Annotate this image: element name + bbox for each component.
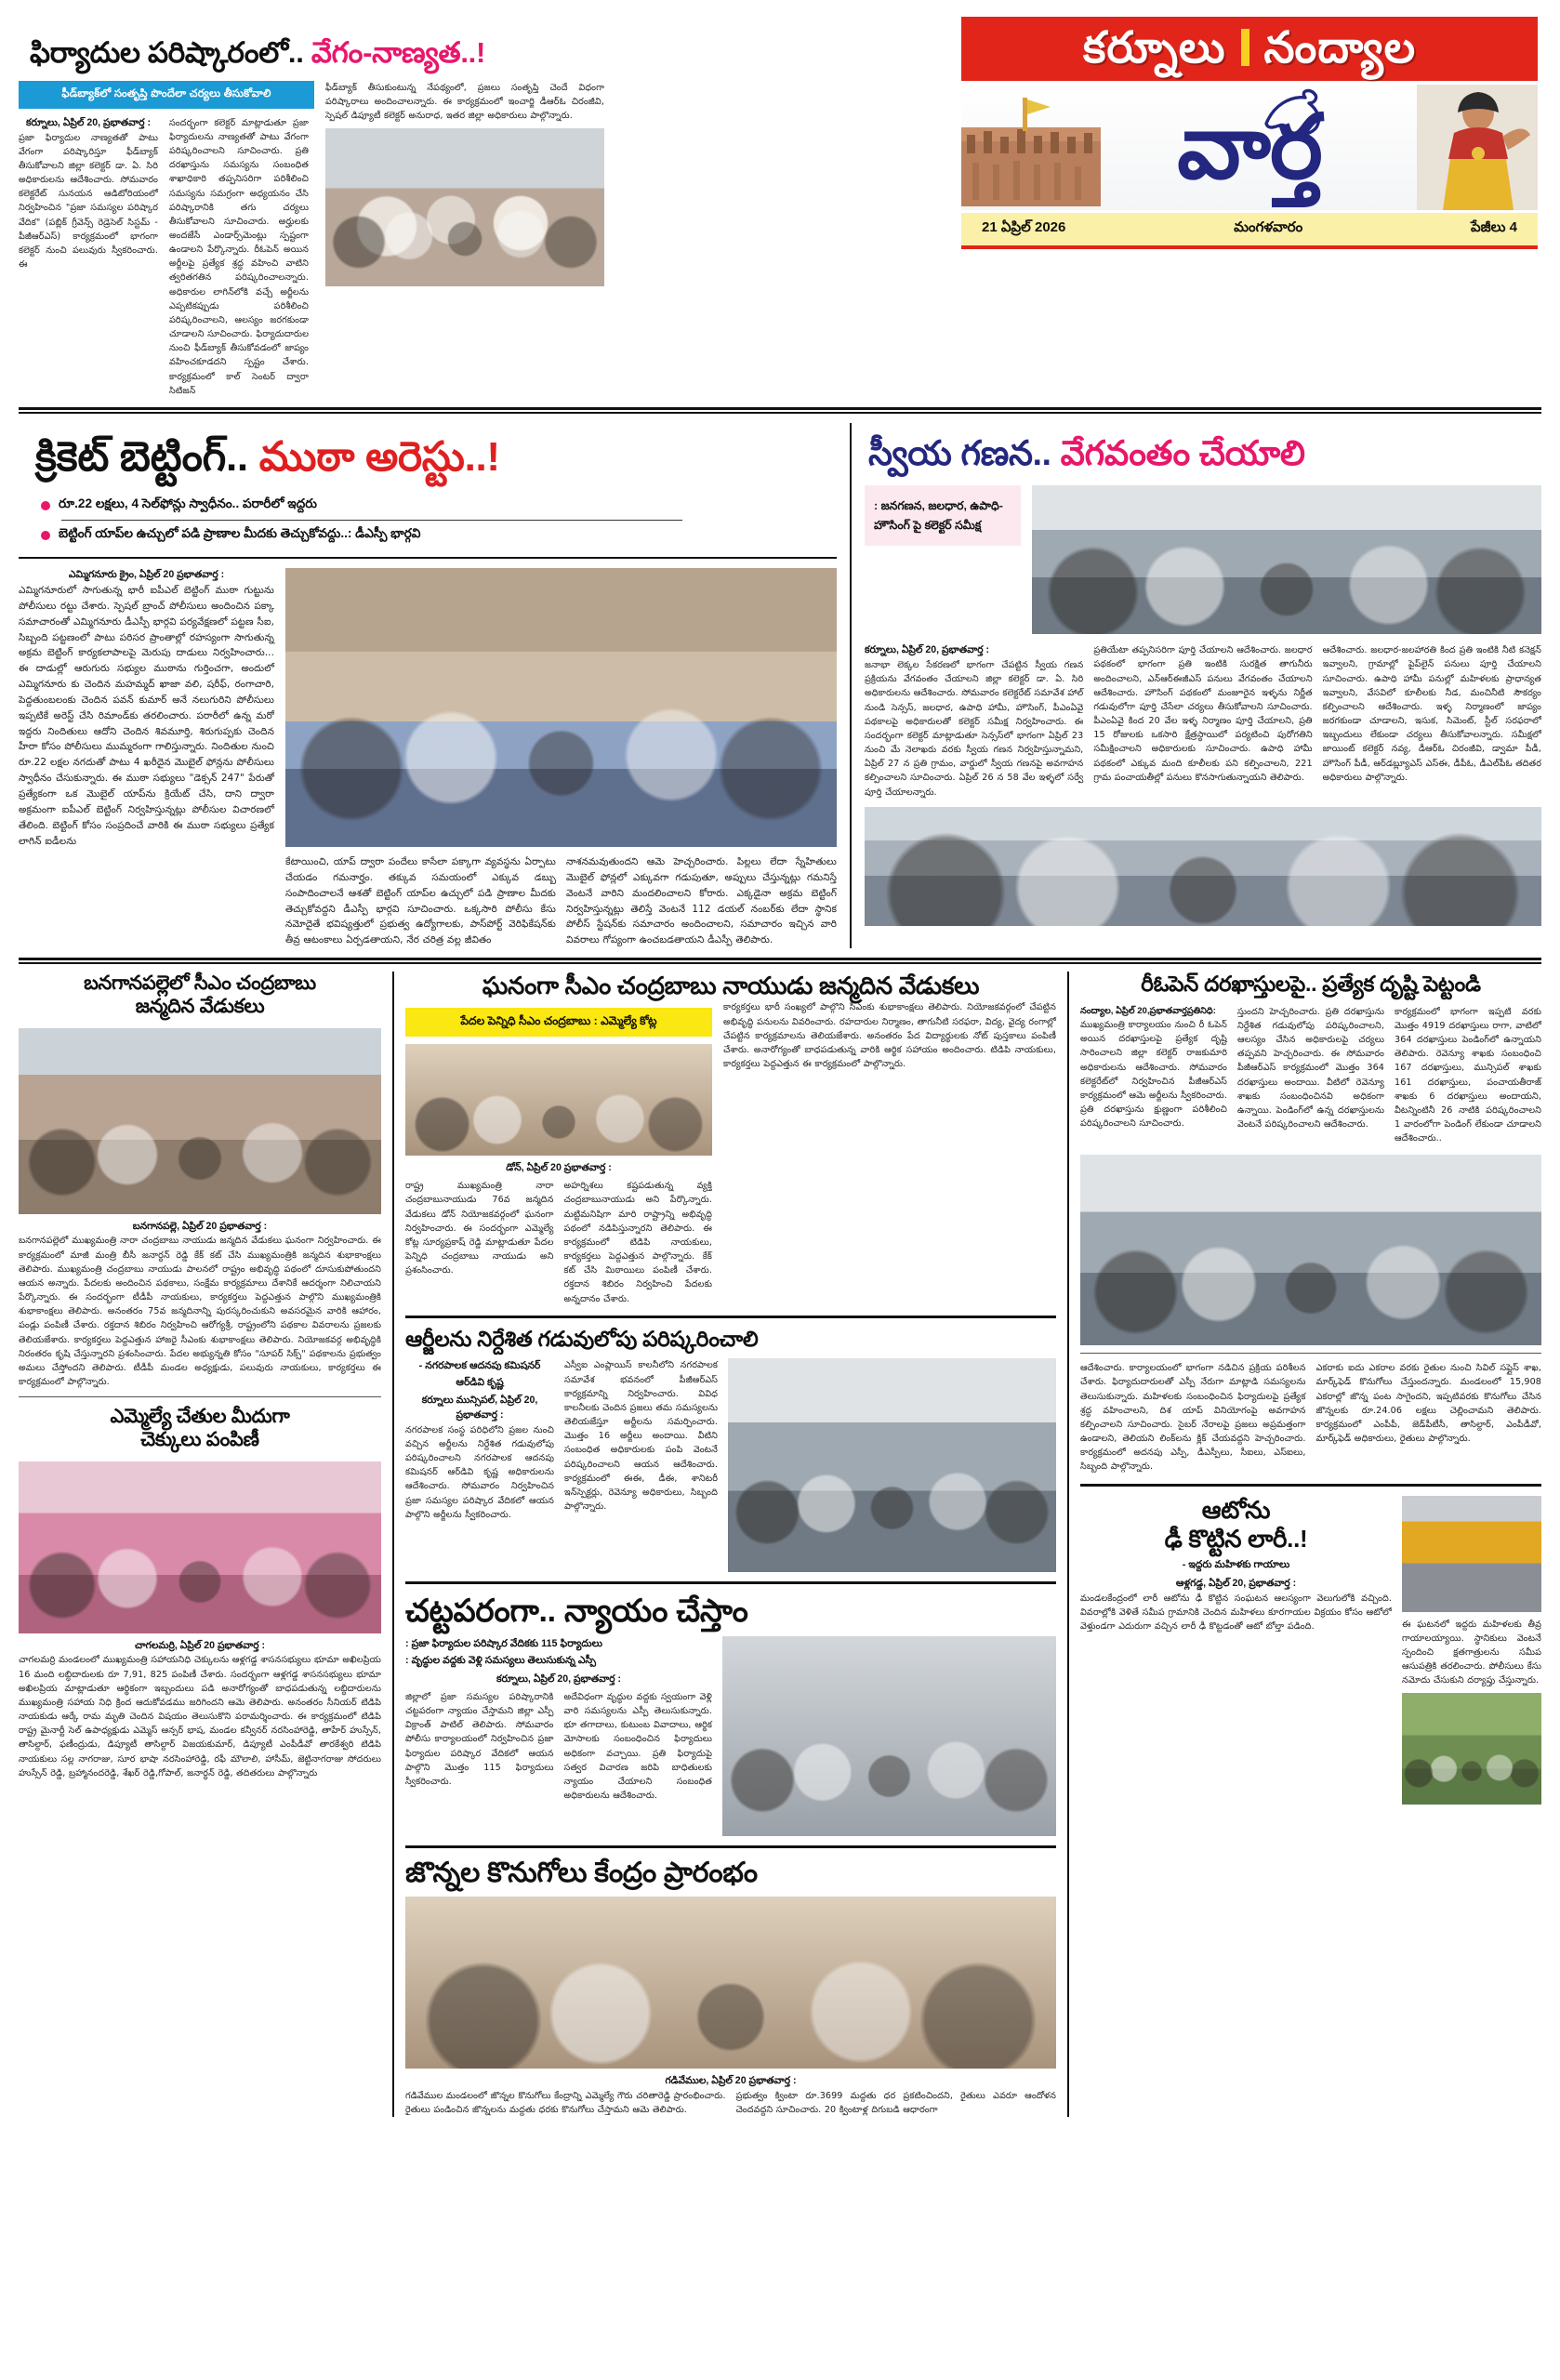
right-divider-1 xyxy=(1080,1353,1541,1354)
jonnalu-body-1: గడివేముల మండలంలో జొన్నల కొనుగోలు కేంద్రాన్ని ఎమ్మెల్యే గౌరు చరితారెడ్డి ప్రారంభించారు. రైతులు పండించిన జొన్నలను మద్దతు ధరకు కొనుగోలు చేస్తామని ఆమె తెలిపారు. xyxy=(405,2090,726,2116)
lower-grid xyxy=(19,972,1541,2117)
lorry-body-2: ఈ ఘటనలో ఇద్దరు మహిళలకు తీవ్ర గాయాలయ్యాయి. స్థానికులు వెంటనే స్పందించి క్షతగాత్రులను సమీప ఆసుపత్రికి తరలించారు. పోలీసులు కేసు నమోదు చేసుకుని దర్యాప్తు చేస్తున్నారు. xyxy=(1402,1619,1541,1686)
issue-date: 21 ఏప్రిల్ 2026 xyxy=(982,219,1066,235)
lead-headline-plain: ఫిర్యాదుల పరిష్కారంలో.. xyxy=(30,36,304,69)
municipal-body-1: నగరపాలక సంస్థ పరిధిలోని ప్రజల నుంచి వచ్చిన అర్జీలను నిర్దేశిత గడువులోపు పరిష్కరించాలని నగరపాలక ఆదనపు కమిషనర్ ఆర్‌డివి కృష్ణ అధికారులను ఆదేశించారు. సోమవారం నిర్వహించిన ప్రజా సమస్యల పరిష్కార వేదికలో ఆయన పాల్గొని అర్జీలను స్వీకరించారు. xyxy=(405,1424,554,1520)
justice-body-3: ఆదేశించారు. కార్యాలయంలో భాగంగా నడిచిన ప్రక్రియ పరిశీలన చేశారు. ఫిర్యాదుదారులతో ఎస్పీ నేరుగా మాట్లాడి సమస్యలను తెలుసుకున్నారు. మహిళలకు సంబంధించిన ఫిర్యాదులపై ప్రత్యేక శ్రద్ధ వహించాలని, దిశ యాప్ వినియోగంపై అవగాహన కల్పించాలని సూచించారు. సైబర్ నేరాలపై ప్రజలు అప్రమత్తంగా ఉండాలని, తెలియని లింక్‌లను క్లిక్ చేయవద్దని హెచ్చరించారు. కార్యక్రమంలో అదనపు ఎస్పీ, డీఎస్పీలు, సీఐలు, ఎస్‌ఐలు, సిబ్బంది పాల్గొన్నారు. xyxy=(1080,1363,1306,1473)
lorry-headline-line1: ఆటోను xyxy=(1201,1495,1271,1524)
cricket-bullet-2 xyxy=(41,522,837,548)
mla-checks-story xyxy=(19,1405,381,1780)
lorry-headline xyxy=(1080,1496,1392,1554)
census-dateline: కర్నూలు, ఏప్రిల్ 20, ప్రభాతవార్త : xyxy=(865,644,990,656)
banaganapalle-dateline: బనగానపల్లె, ఏప్రిల్ 20 ప్రభాతవార్త : xyxy=(132,1220,268,1232)
cm-birthday-body-3: కార్యకర్తలు భారీ సంఖ్యలో పాల్గొని సీఎంకు శుభాకాంక్షలు తెలిపారు. నియోజకవర్గంలో చేపట్టిన అభివృద్ధి పనులను వివరించారు. రహదారుల నిర్మాణం, తాగునీటి సరఫరా, విద్య, వైద్య రంగాల్లో చేపట్టిన కార్యక్రమాలను తెలియజేశారు. అనంతరం పేద విద్యార్థులకు నోట్ పుస్తకాలు పంపిణీ చేశారు. అనారోగ్యంతో బాధపడుతున్న వారికి ఆర్థిక సహాయం అందించారు. టిడిపి నాయకులు, కార్యకర్తలు పెద్దఎత్తున ఈ కార్యక్రమంలో పాల్గొన్నారు. xyxy=(723,1002,1056,1069)
cricket-betting-story xyxy=(19,423,837,948)
lead-subhead-bar: ఫీడ్‌బ్యాక్‌లో సంతృప్తి పొందేలా చర్యలు తీసుకోవాలి xyxy=(19,81,314,109)
justice-dateline: కర్నూలు, ఏప్రిల్ 20, ప్రభాతవార్త : xyxy=(496,1673,621,1686)
lorry-photo-2 xyxy=(1402,1693,1541,1805)
lorry-photo-1 xyxy=(1402,1496,1541,1612)
cm-birthday-dateline: డోన్, ఏప్రిల్ 20 ప్రభాతవార్త : xyxy=(506,1162,612,1174)
municipal-photo xyxy=(728,1358,1056,1572)
bullet-dot-icon xyxy=(41,531,50,540)
reopen-body-1: ముఖ్యమంత్రి కార్యాలయం నుంచి రీ ఓపెన్ అయిన దరఖాస్తులపై ప్రత్యేక దృష్టి సారించాలని జిల్లా కలెక్టర్ రాజకుమారి అధికారులను ఆదేశించారు. సోమవారం కలెక్టరేట్‌లో నిర్వహించిన పీజీఆర్‌ఎస్ కార్యక్రమంలో ఆమె అర్జీలను స్వీకరించారు. ప్రతి దరఖాస్తును క్షుణ్ణంగా పరిశీలించి పరిష్కరించాలని సూచించారు. xyxy=(1080,1020,1227,1130)
justice-body-2: అదేవిధంగా వృద్ధుల వద్దకు స్వయంగా వెళ్లి వారి సమస్యలను ఎస్పీ తెలుసుకున్నారు. భూ తగాదాలు, కుటుంబ వివాదాలు, ఆర్థిక మోసాలకు సంబంధించిన ఫిర్యాదులు అధికంగా వచ్చాయి. ప్రతి ఫిర్యాదుపై సత్వర విచారణ జరిపి బాధితులకు న్యాయం చేయాలని సంబంధిత అధికారులను ఆదేశించారు. xyxy=(563,1691,712,1801)
justice-headline-accent: న్యాయం చేస్తాం xyxy=(563,1593,748,1630)
cricket-headline-accent: ముఠా అరెస్టు..! xyxy=(258,433,500,480)
reopen-story xyxy=(1080,972,1541,1345)
cricket-col-1 xyxy=(19,568,274,948)
jonnalu-body-3: ఎకరాకు ఐదు ఎకరాల వరకు రైతుల నుంచి సివిల్ సప్లైస్ శాఖ, మార్క్‌ఫెడ్ కొనుగోలు చేస్తుందన్నారు. మండలంలో 15,908 ఎకరాల్లో జొన్న పంట సాగైందని, ఇప్పటివరకు కొనుగోలు చేసిన జొన్నలకు రూ.24.06 లక్షలు చెల్లించామని తెలిపారు. కార్యక్రమంలో ఎంపీపీ, జెడ్‌పీటీసీ, తాసిల్దార్, ఎంపీడీవో, మార్క్‌ఫెడ్ అధికారులు, రైతులు పాల్గొన్నారు. xyxy=(1315,1363,1541,1445)
jonnalu-story xyxy=(405,1858,1056,2117)
cricket-photo xyxy=(285,568,837,847)
right-divider-2 xyxy=(1080,1484,1541,1487)
justice-bullet-1: : ప్రజా ఫిర్యాదుల పరిష్కార వేదికకు 115 ఫిర్యాదులు xyxy=(405,1638,603,1650)
census-kicker-box: : జనగణన, జలధార, ఉపాధి-హౌసింగ్ పై కలెక్టర్ సమీక్ష xyxy=(865,485,1021,546)
mla-checks-body: చాగలమర్రి మండలంలో ముఖ్యమంత్రి సహాయనిధి చెక్కులను ఆళ్లగడ్డ శాసనసభ్యులు భూమా అఖిలప్రియ 16 మంది లబ్ధిదారులకు రూ 7,91, 825 పంపిణీ చేశారు. సందర్భంగా ఆళ్లగడ్డ శాసనసభ్యులు భూమా అఖిలప్రియ మాట్లాడుతూ ఆర్థికంగా ఇబ్బందులు పడి అనారోగ్యంతో బాధపడుతున్న లబ్ధిదారులను ముఖ్యమంత్రి సహాయ నిధి క్రింద ఆదుకోవడము జరిగిందని ఆమె తెలిపారు. అనంతరం సీనియర్ టిడిపి నాయకుడు ఆర్కే రామ మృతి చెందిన విషయం తెలుసుకొని పరామర్శించారు. ఈ కార్యక్రమంలో టిడిపి రాష్ట్ర మైనార్టీ సెల్ ఉపాధ్యక్షుడు ఎమ్మెస్ ఆన్సర్ భాష, మండల కన్వీనర్ నరసింహారెడ్డి, తాహేర్ హుస్సేన్, తాసిల్దార్, ఫణీంద్రుడు, డిప్యూటీ తాసిల్దార్ విజయకుమార్, డిప్యూటీ ఎంపీడీవో తారకేశ్వరి టిడిపి నాయకులు సల్ల నాగరాజు, సూర భాషా నరసింహారెడ్డి, రఫీ మౌలాలి, హాసీమ్, జెట్టినాగరాజు సోదరులు హుస్సేన్ రెడ్డి, బ్రహ్మానందరెడ్డి, శేఖర్ రెడ్డి,గోపాల్, జనార్ధన్ రెడ్డి, తదితరులు పాల్గొన్నారు xyxy=(19,1655,381,1778)
municipal-kicker-1: - నగరపాలక ఆదనపు కమిషనర్ xyxy=(418,1360,541,1372)
lead-body-2: సందర్భంగా కలెక్టర్ మాట్లాడుతూ ప్రజా ఫిర్యాదులను నాణ్యతతో పాటు వేగంగా పరిష్కరించాలని సూచించారు. ప్రతి దరఖాస్తును సమస్యను సంబంధిత శాఖాధికారి తప్పనిసరిగా పరిశీలించి సమస్యను సమగ్రంగా అధ్యయనం చేసి పరిష్కారానికి తగు చర్యలు తీసుకోవాలని సూచించారు. అర్హులకు అందజేసే ఎండార్స్‌మెంట్లు స్పష్టంగా ఉండాలని పేర్కొన్నారు. రీఓపెన్ అయిన అర్జీలపై ప్రత్యేక శ్రద్ధ వహించి వాటిని త్వరితగతిన పరిష్కరించాలన్నారు. అధికారుల లాగిన్‌లోకి వచ్చే అర్జీలను ఎప్పటికప్పుడు పరిశీలించి పరిష్కరించాలని, ఆలస్యం జరగకుండా చూడాలని సూచించారు. ఫిర్యాదుదారుల నుంచి ఫీడ్‌బ్యాక్ తీసుకోవడంలో జాప్యం వహించకూడదని స్పష్టం చేశారు. కార్యక్రమంలో కాల్ సెంటర్ ద్వారా సిటిజన్ xyxy=(169,117,309,396)
left-divider-1 xyxy=(19,1396,381,1397)
cricket-bullet-1 xyxy=(41,493,837,518)
masthead-separator xyxy=(1241,29,1249,66)
mla-checks-headline-line1: ఎమ్మెల్యే చేతుల మీదుగా xyxy=(110,1406,290,1428)
justice-bullet-2: : వృద్ధుల వద్దకు వెళ్లి సమస్యలు తెలుసుకున్న ఎస్పీ xyxy=(405,1654,596,1666)
reopen-body-3: కార్యక్రమంలో భాగంగా ఇప్పటి వరకు మొత్తం 4919 దరఖాస్తులు రాగా, వాటిలో 364 దరఖాస్తులు పెండింగ్‌లో ఉన్నాయని తెలిపారు. రెవెన్యూ శాఖకు సంబంధించి 167 దరఖాస్తులు, మున్సిపల్ శాఖకు 161 దరఖాస్తులు, పంచాయతీరాజ్ శాఖకు 6 దరఖాస్తులు అందాయని, వీటన్నింటినీ 26 నాటికి పరిష్కరించాలని 1 వారంలోగా పెండింగ్ లేకుండా చూడాలని ఆదేశించారు.. xyxy=(1395,1006,1541,1144)
lorry-dateline: ఆళ్లగడ్డ, ఏప్రిల్ 20, ప్రభాతవార్త : xyxy=(1175,1578,1297,1590)
census-col-2 xyxy=(1093,643,1312,799)
cm-birthday-photo xyxy=(405,1044,712,1156)
lead-photo xyxy=(325,128,604,286)
census-headline-plain: స్వీయ గణన.. xyxy=(868,433,1051,472)
fort-illustration xyxy=(961,90,1101,206)
lower-column-left xyxy=(19,972,381,2117)
bullet-dot-icon xyxy=(41,501,50,510)
cricket-body-1: ఎమ్మిగనూరులో సాగుతున్న భారీ ఐపీఎల్ బెట్టింగ్ ముఠా గుట్టును పోలీసులు రట్టు చేశారు. స్పెషల్ బ్రాంచ్ పోలీసులు అందించిన పక్కా సమాచారంతో ఎమ్మిగనూరు డీఎస్పీ భార్గవి పర్యవేక్షణలో పట్టణ సీఐ, సిబ్బంది పట్టణంలో పాటు పరిసర ప్రాంతాల్లో రహస్యంగా సాగుతున్న అక్రమ బెట్టింగ్ కార్యకలాపాలపై మెరుపు దాడులు నిర్వహించారు... ఈ దాడుల్లో ఆరుగురు సభ్యుల ముఠాను గుర్తించగా, అందులో ఎమ్మిగనూరు కు చెందిన మహమ్మద్ ఖాజా వలి, షరీఫ్, రంగాచారి, పెద్దతుంబలంకు చెందిన పవన్ కుమార్ అనే నలుగురిని పోలీసులు ఇప్పటికే అరెస్ట్ చేసి రిమాండ్‌కు తరలించారు. పరారీలో ఉన్న మరో ఇద్దరు నిందితులు ఆదోని చెందిన శివమూర్తి, శిరుగుప్పకు చెందిన హీరా కోసం పోలీసులు ముమ్మరంగా గాలిస్తున్నారు. నిందితుల నుంచి రూ.22 లక్షల నగదుతో పాటు 4 ఖరీదైన మొబైల్ ఫోన్లను పోలీసులు స్వాధీనం చేసుకున్నారు. ఈ ముఠా సభ్యులు "డెక్సన్ 247" పేరుతో ప్రత్యేకంగా ఒక మొబైల్ యాప్‌ను క్రియేట్ చేసి, దాని ద్వారా అక్రమంగా ఐపీఎల్ బెట్టింగ్ నిర్వహిస్తున్నట్లు పోలీసుల విచారణలో తేలింది. బెట్టింగ్ కోసం సంప్రదించే వారికి ఈ ముఠా సభ్యులు ప్రత్యేక లాగిన్ ఐడీలను xyxy=(19,585,274,847)
center-divider-3 xyxy=(405,1845,1056,1848)
lower-vertical-rule-2 xyxy=(1067,972,1069,2117)
municipal-body-2: ఎస్వీఐ ఎంప్లాయిస్ కాలనీలోని నగరపాలక సమావేశ భవనంలో పీజీఆర్‌ఎస్ కార్యక్రమాన్ని నిర్వహించారు. వివిధ కాలనీలకు చెందిన ప్రజలు తమ సమస్యలను తెలియజేస్తూ అర్జీలను సమర్పించారు. మొత్తం 16 అర్జీలు అందాయి. వీటిని సంబంధిత అధికారులకు పంపి వెంటనే పరిష్కరించాలని ఆయన ఆదేశించారు. కార్యక్రమంలో ఈఈ, డీఈ, శానిటరీ ఇన్‌స్పెక్టర్లు, రెవెన్యూ అధికారులు, సిబ్బంది పాల్గొన్నారు. xyxy=(564,1360,718,1512)
cricket-divider xyxy=(19,557,837,559)
bullet-divider xyxy=(61,520,682,521)
banaganapalle-photo xyxy=(19,1028,381,1214)
mla-checks-dateline: చాగలమర్రి, ఏప్రిల్ 20 ప్రభాతవార్త : xyxy=(135,1639,265,1651)
lorry-headline-line2: ఢీ కొట్టిన లారీ..! xyxy=(1164,1524,1308,1553)
masthead-edition-left: కర్నూలు xyxy=(1082,22,1226,72)
cricket-headline-plain: క్రికెట్ బెట్టింగ్.. xyxy=(35,433,248,480)
municipal-kicker-2: ఆర్‌డివి కృష్ణ xyxy=(456,1376,504,1388)
lead-dateline: కర్నూలు, ఏప్రిల్ 20, ప్రభాతవార్త : xyxy=(25,116,151,128)
lorry-kicker: - ఇద్దరు మహిళకు గాయాలు xyxy=(1182,1558,1290,1570)
reopen-photo xyxy=(1080,1155,1541,1345)
census-story xyxy=(865,423,1541,948)
banaganapalle-headline-line2: జన్మదిన వేడుకలు xyxy=(135,996,265,1018)
justice-photo xyxy=(722,1636,1056,1836)
municipal-headline: ఆర్జీలను నిర్దేశిత గడువులోపు పరిష్కరించాలి xyxy=(405,1326,759,1351)
lorry-story xyxy=(1080,1496,1541,1805)
cricket-body-2: కేటాయించి, యాప్ ద్వారా పందేలు కాసేలా పక్కాగా వ్యవస్థను ఏర్పాటు చేయడం గమనార్హం. తక్కువ సమయంలో ఎక్కువ డబ్బు సంపాదించాలనే ఆశతో బెట్టింగ్ యాప్‌ల ఉచ్చులో పడి ప్రాణాల మీదకు తెచ్చుకోవద్దని డీఎస్పీ భార్గవి సూచించారు. ఒక్కసారి పోలీసు కేసు నమోదైతే భవిష్యత్తులో ప్రభుత్వ ఉద్యోగాలకు, పాస్‌పోర్ట్ వెరిఫికేషన్‌కు తీవ్ర ఆటంకాలు ఏర్పడతాయని, నేర చరిత్ర వల్ల జీవితం xyxy=(285,856,556,946)
cm-birthday-headline: ఘనంగా సీఎం చంద్రబాబు నాయుడు జన్మదిన వేడుకలు xyxy=(482,972,980,1000)
lead-col-2 xyxy=(169,116,309,398)
justice-body-1: జిల్లాలో ప్రజా సమస్యల పరిష్కారానికి చట్టపరంగా న్యాయం చేస్తామని జిల్లా ఎస్పీ విక్రాంత్ పాటిల్ తెలిపారు. సోమవారం పోలీసు కార్యాలయంలో నిర్వహించిన ప్రజా ఫిర్యాదుల పరిష్కార వేదికలో ఆయన పాల్గొని మొత్తం 115 ఫిర్యాదులు స్వీకరించారు. xyxy=(405,1691,554,1787)
jonnalu-body-2: ప్రభుత్వం క్వింటా రూ.3699 మద్దతు ధర ప్రకటించిందని, రైతులు ఎవరూ ఆందోళన చెందవద్దని సూచించారు. 20 క్వింటాళ్ల దిగుబడి ఆధారంగా xyxy=(735,2090,1056,2116)
cricket-bullet-1-text: రూ.22 లక్షలు, 4 సెల్‌ఫోన్లు స్వాధీనం.. పరారీలో ఇద్దరు xyxy=(59,496,317,511)
masthead-edition-bar xyxy=(961,17,1538,81)
lead-story xyxy=(19,17,948,398)
cricket-col-2 xyxy=(285,854,556,948)
census-col-1 xyxy=(865,643,1083,799)
lower-column-center xyxy=(405,972,1056,2117)
section-two xyxy=(19,423,1541,948)
mla-checks-photo xyxy=(19,1461,381,1633)
cm-birthday-kicker-bar: పేదల పెన్నిధి సీఎం చంద్రబాబు : ఎమ్మెల్యే కోట్ల xyxy=(405,1008,712,1037)
census-headline xyxy=(868,434,1541,472)
lead-headline-accent: వేగం-నాణ్యత..! xyxy=(311,36,485,69)
reopen-col-1 xyxy=(1080,1005,1227,1146)
cricket-body-3: నాశనమవుతుందని ఆమె హెచ్చరించారు. పిల్లలు లేదా స్నేహితులు మొబైల్ ఫోన్లలో ఎక్కువగా గడుపుతూ, అప్పులు చేస్తున్నట్లు గమనిస్తే వెంటనే వారిని మందలించాలని కోరారు. ఎక్కడైనా అక్రమ బెట్టింగ్ నిర్వహిస్తున్నట్లు తెలిస్తే వెంటనే 112 డయల్ నంబర్‌కు లేదా స్థానిక పోలీస్ స్టేషన్‌కు సమాచారం అందించాలని, సమాచారం ఇచ్చిన వారి వివరాలు గోప్యంగా ఉంచబడతాయని డీఎస్పీ తెలిపారు. xyxy=(566,856,837,946)
cricket-headline xyxy=(35,434,837,480)
reopen-headline: రీఓపెన్ దరఖాస్తులపై.. ప్రత్యేక దృష్టి పెట్టండి xyxy=(1141,972,1481,997)
cm-birthday-story xyxy=(405,972,1056,1305)
dove-icon xyxy=(1257,86,1329,140)
masthead-edition-right: నంద్యాల xyxy=(1263,22,1417,72)
lead-headline xyxy=(30,37,948,70)
masthead-logo xyxy=(961,85,1538,210)
justice-story xyxy=(405,1593,1056,1836)
municipal-story xyxy=(405,1328,1056,1573)
census-body-2: ప్రతియేటా తప్పనిసరిగా పూర్తి చేయాలని ఆదేశించారు. జలధార పథకంలో భాగంగా ప్రతి ఇంటికి సురక్షిత తాగునీరు అందించాలని, ఎన్‌ఆర్‌ఈజీఎస్ పనులు వేగవంతం చేయాలని ఆదేశించారు. హౌసింగ్ పథకంలో మంజూరైన ఇళ్ళను నిర్ణీత గడువులోగా పూర్తి చేసేలా చర్యలు తీసుకోవాలని సూచించారు. పీఎంఏవై కింద 20 వేల ఇళ్ళ నిర్మాణం పూర్తి చేయాలని, ప్రతి 15 రోజులకు ఒకసారి క్షేత్రస్థాయిలో పర్యటించి పురోగతిని సమీక్షించాలని అధికారులకు సూచించారు. ఉపాధి హామీ పథకంలో ఎక్కువ మంది కూలీలకు పని కల్పించాలని, 221 గ్రామ పంచాయతీల్లో పనులు కొనసాగుతున్నాయని తెలిపారు. xyxy=(1093,645,1313,783)
jonnalu-dateline: గడివేముల, ఏప్రిల్ 20 ప్రభాతవార్త : xyxy=(665,2075,797,2087)
masthead-title: వార్త xyxy=(1177,97,1322,197)
census-col-3 xyxy=(1323,643,1541,799)
census-photo-1 xyxy=(1032,485,1541,634)
banaganapalle-headline-line1: బనగానపల్లెలో సీఎం చంద్రబాబు xyxy=(84,972,316,995)
jonnalu-headline: జొన్నల కొనుగోలు కేంద్రం ప్రారంభం xyxy=(405,1858,758,1889)
page-count: పేజీలు 4 xyxy=(1471,219,1517,235)
census-body-1: జనాభా లెక్కల సేకరణలో భాగంగా చేపట్టిన స్వీయ గణన ప్రక్రియను వేగవంతం చేయాలని జిల్లా కలెక్టర్ డా. ఏ. సిరి అధికారులను ఆదేశించారు. సోమవారం కలెక్టరేట్ సమావేశ హాల్ నుండి సెన్సస్, జలధార, ఉపాధి హామీ, హౌసింగ్, పీఎంఏవై పథకాలపై అధికారులతో కలెక్టర్ సమీక్ష నిర్వహించారు. ఈ సందర్భంగా కలెక్టర్ మాట్లాడుతూ సెన్సస్‌లో భాగంగా ఏప్రిల్ 23 నుంచి మే నెలాఖరు వరకు స్వీయ గణన నిర్వహిస్తున్నామని, ఏప్రిల్ 27 న ప్రతి గ్రామం, వార్డులో స్వీయ గణనపై అవగాహన కల్పించాలని సూచించారు. ఏప్రిల్ 26 న 58 వేల ఇళ్ళలో సర్వే పూర్తి చేయాలన్నారు. xyxy=(865,660,1084,798)
banaganapalle-body: బనగానపల్లెలో ముఖ్యమంత్రి నారా చంద్రబాబు నాయుడు జన్మదిన వేడుకలు ఘనంగా నిర్వహించారు. ఈ కార్యక్రమంలో మాజీ మంత్రి బీసీ జనార్ధన్ రెడ్డి కేక్ కట్ చేసి ముఖ్యమంత్రికి జన్మదిన శుభాకాంక్షలు తెలిపారు. ముఖ్యమంత్రి చంద్రబాబు నాయుడు పాలనలో రాష్ట్రం అభివృద్ధి పథంలో దూసుకుపోతుందని ఆయన అన్నారు. పేదలకు అందించిన పథకాలు, సంక్షేమ కార్యక్రమాలు దేశానికే ఆదర్శంగా నిలిచాయని పేర్కొన్నారు. ఈ సందర్భంగా టీడీపీ నాయకులు, కార్యకర్తలు పెద్దఎత్తున పాల్గొని ముఖ్యమంత్రికి శుభాకాంక్షలు తెలిపారు. అనంతరం 75వ జన్మదినాన్ని పురస్కరించుకుని అవసరమైన వారికి ఆహారం, పండ్లు పంపిణీ చేశారు. రక్తదాన శిబిరం నిర్వహించి ఆరోగ్యశ్రీ, రాష్ట్రంలోని పథకాల వివరాలను ప్రజలకు తెలియజేశారు. కార్యకర్తలు పెద్దఎత్తున హాజరై సీఎంకు శుభాకాంక్షలు తెలిపారు. నియోజకవర్గ అభివృద్ధికి నిరంతరం కృషి చేస్తున్నారని ప్రశంసించారు. పేదల అభ్యున్నతి కోసం "సూపర్ సిక్స్" పథకాలను ప్రభుత్వం అమలు చేస్తోందని తెలిపారు. టీడీపీ మండల అధ్యక్షుడు, పలువురు నాయకులు, కార్యకర్తలు ఈ కార్యక్రమంలో పాల్గొన్నారు. xyxy=(19,1236,381,1387)
dancer-illustration xyxy=(1417,85,1538,210)
lead-body-3: ఫీడ్‌బ్యాక్ తీసుకుంటున్న నేపథ్యంలో, ప్రజలు సంతృప్తి చెందే విధంగా పరిష్కారాలు అందించాలన్నారు. ఈ కార్యక్రమంలో ఇంచార్జి డీఆర్‌ఓ చిరంజీవి, స్పెషల్ డిప్యూటీ కలెక్టర్ అనురాధ, ఇతర జిల్లా అధికారులు పాల్గొన్నారు. xyxy=(325,82,604,122)
census-headline-accent: వేగవంతం చేయాలి xyxy=(1060,433,1305,472)
cricket-bullets xyxy=(41,493,837,548)
jonnalu-photo xyxy=(405,1897,1056,2069)
issue-day: మంగళవారం xyxy=(1234,219,1303,235)
center-divider-1 xyxy=(405,1316,1056,1318)
section-two-vertical-rule xyxy=(850,423,852,948)
justice-headline-plain: చట్టపరంగా.. xyxy=(405,1593,556,1630)
banaganapalle-story xyxy=(19,972,381,1389)
municipal-dateline: కర్నూలు మున్సిపల్, ఏప్రిల్ 20, ప్రభాతవార్త : xyxy=(421,1394,538,1421)
cricket-col-3 xyxy=(566,854,837,948)
divider-top xyxy=(19,407,1541,414)
census-body-3: ఆదేశించారు. జలధార-జలహారతి కింద ప్రతి ఇంటికి నీటి కనెక్షన్ ఇవ్వాలని, గ్రామాల్లో పైప్‌లైన్ పనులు పూర్తి చేయాలని సూచించారు. ఉపాధి హామీ పనుల్లో మహిళలకు ప్రాధాన్యత ఇవ్వాలని, వేసవిలో కూలీలకు నీడ, మంచినీటి సౌకర్యం కల్పించాలని ఆదేశించారు. ఇళ్ళ నిర్మాణంలో జాప్యం జరగకుండా చూడాలని, ఇసుక, సిమెంట్, స్టీల్ సరఫరాలో ఇబ్బందులు లేకుండా చర్యలు తీసుకోవాలన్నారు. సమీక్షలో జాయింట్ కలెక్టర్ నవ్య, డీఆర్‌ఓ చిరంజీవి, డ్వామా పీడీ, హౌసింగ్ పీడీ, ఆర్‌డబ్ల్యూఎస్ ఎస్‌ఈ, డీపీఓ, డీఎల్‌పీఓ తదితర అధికారులు పాల్గొన్నారు. xyxy=(1322,645,1541,783)
reopen-body-2: స్తుందని హెచ్చరించారు. ప్రతి దరఖాస్తును నిర్దేశిత గడువులోపు పరిష్కరించాలని, ఆలస్యం చేసిన అధికారులపై చర్యలు తప్పవని హెచ్చరించారు. ఈ సోమవారం పీజీఆర్‌ఎస్ కార్యక్రమంలో మొత్తం 364 దరఖాస్తులు అందాయి. వీటిలో రెవెన్యూ శాఖకు సంబంధించినవి అధికంగా ఉన్నాయి. పెండింగ్‌లో ఉన్న దరఖాస్తులను వెంటనే పరిష్కరించాలని ఆదేశించారు. xyxy=(1237,1006,1384,1130)
cm-birthday-body-1: రాష్ట్ర ముఖ్యమంత్రి నారా చంద్రబాబునాయుడు 76వ జన్మదిన వేడుకలు డోన్ నియోజకవర్గంలో ఘనంగా నిర్వహించారు. ఈ సందర్భంగా ఎమ్మెల్యే కోట్ల సూర్యప్రకాష్ రెడ్డి మాట్లాడుతూ పేదల పెన్నిధి చంద్రబాబు నాయుడు అని ప్రశంసించారు. xyxy=(405,1181,554,1276)
masthead xyxy=(961,17,1538,249)
justice-continuation xyxy=(1080,1361,1541,1474)
lead-body-1: ప్రజా ఫిర్యాదుల నాణ్యతతో పాటు వేగంగా పరిష్కారిస్తూ ఫీడ్‌బ్యాక్ తీసుకోవాలని జిల్లా కలెక్టర్ డా. ఏ. సిరి అధికారులను ఆదేశించారు. సోమవారం కలెక్టరేట్ సునయన ఆడిటోరియంలో నిర్వహించిన "ప్రజా సమస్యల పరిష్కార వేదిక" (పబ్లిక్ గ్రీవెన్స్ రెడ్రెసెల్ సిస్టమ్ - పీజీఆర్‌ఎస్) కార్యక్రమంలో భాగంగా కలెక్టర్ నుంచి పలువురు స్వీకరించారు. ఈ xyxy=(19,132,158,271)
cricket-bullet-2-text: బెట్టింగ్ యాప్‌ల ఉచ్చులో పడి ప్రాణాల మీదకు తెచ్చుకోవద్దు..: డీఎస్పీ భార్గవి xyxy=(59,526,421,541)
mla-checks-headline-line2: చెక్కులు పంపిణీ xyxy=(140,1429,259,1451)
cricket-dateline: ఎమ్మిగనూరు క్రైం, ఏప్రిల్ 20 ప్రభాతవార్త : xyxy=(68,569,225,581)
lower-column-right xyxy=(1080,972,1541,2117)
reopen-dateline: నంద్యాల, ఏప్రిల్ 20,ప్రభాతవార్తప్రతినిధి: xyxy=(1080,1005,1216,1016)
justice-headline xyxy=(405,1593,1056,1629)
census-photo-2 xyxy=(865,807,1541,926)
banaganapalle-headline xyxy=(19,972,381,1018)
lower-vertical-rule-1 xyxy=(392,972,394,2117)
lorry-body-1: మండలకేంద్రంలో లారీ ఆటోను ఢీ కొట్టిన సంఘటన ఆలస్యంగా వెలుగులోకి వచ్చింది. వివరాల్లోకి వెళితే సమీప గ్రామానికి చెందిన మహిళలు కూరగాయల విక్రయం కోసం ఆటోలో వెళ్తుండగా ఎదురుగా వచ్చిన లారీ ఢీ కొట్టడంతో ఆటో బోల్తా పడింది. xyxy=(1080,1593,1392,1633)
center-divider-2 xyxy=(405,1581,1056,1584)
cm-birthday-body-2: అహర్నిశలు కష్టపడుతున్న వ్యక్తి చంద్రబాబునాయుడు అని పేర్కొన్నారు. మట్టిమనిషిగా మారి రాష్ట్రాన్ని అభివృద్ధి పథంలో నడిపిస్తున్నారని తెలిపారు. ఈ కార్యక్రమంలో టిడిపి నాయకులు, కార్యకర్తలు పెద్దఎత్తున పాల్గొన్నారు. కేక్ కట్ చేసి మిఠాయిలు పంపిణీ చేశారు. రక్తదాన శిబిరం నిర్వహించి పేదలకు అన్నదానం చేశారు. xyxy=(563,1181,712,1304)
top-strip xyxy=(19,17,1541,398)
mla-checks-headline xyxy=(19,1405,381,1451)
divider-mid xyxy=(19,958,1541,964)
lead-col-1 xyxy=(19,116,158,398)
masthead-date-bar xyxy=(961,213,1538,249)
